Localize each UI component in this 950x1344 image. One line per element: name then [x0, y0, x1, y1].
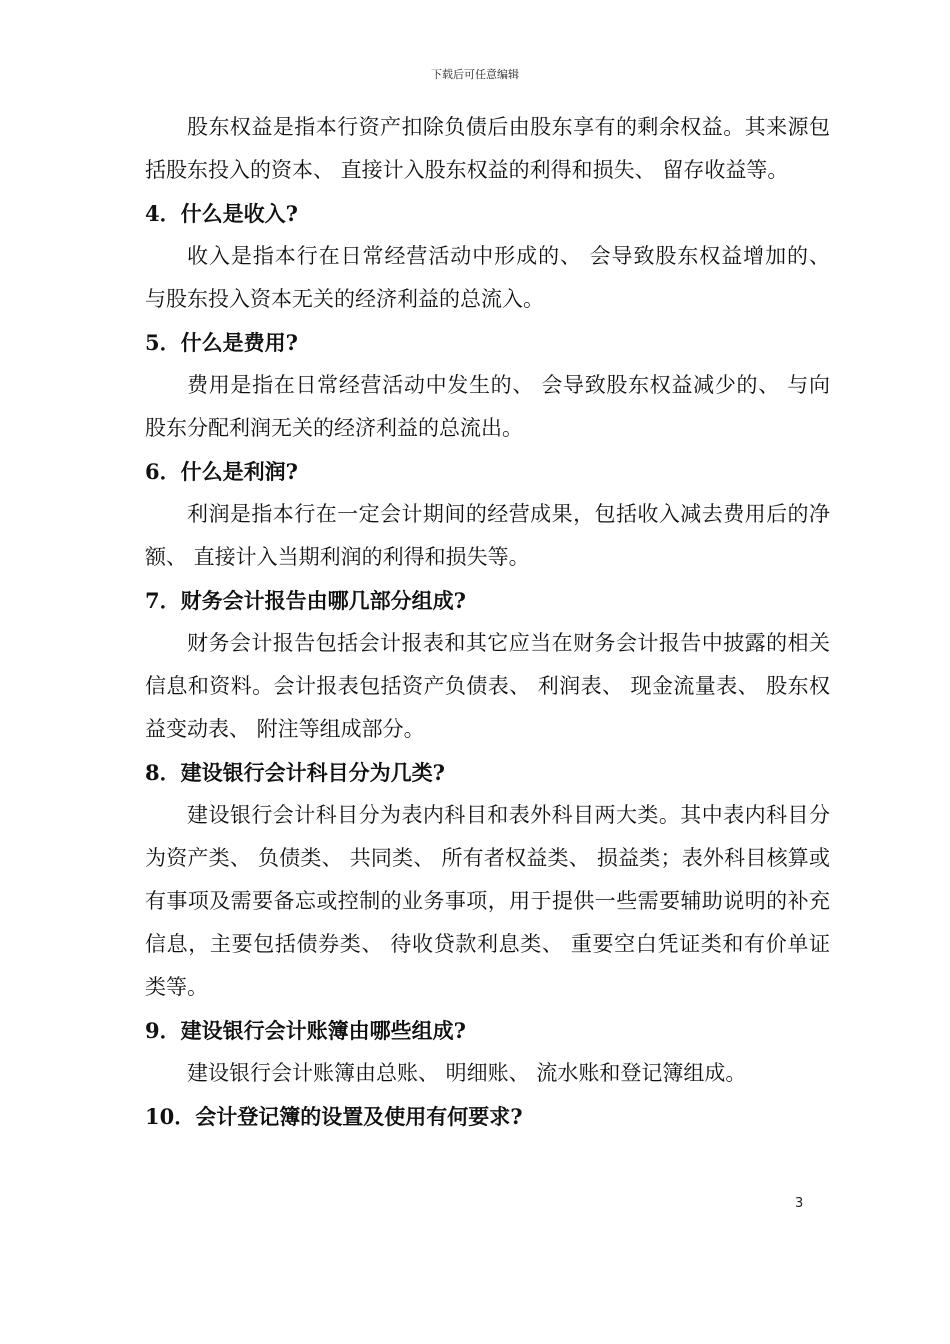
- page-number: 3: [795, 1196, 804, 1211]
- document-body: [145, 106, 830, 1138]
- heading-report-components: 7．财务会计报告由哪几部分组成?: [145, 588, 466, 613]
- heading-expense: 5．什么是费用?: [145, 330, 298, 355]
- heading-account-categories: 8．建设银行会计科目分为几类?: [145, 760, 445, 785]
- paragraph-account-categories: 建设银行会计科目分为表内科目和表外科目两大类。其中表内科目分为资产类、 负债类、 共同类、 所有者权益类、 损益类；表外科目核算或有事项及需要备忘或控制的业务事项，用于提供一些需要辅助说明的补充信息，主要包括债券类、 待收贷款利息类、 重要空白凭证类和有价单证类等。: [145, 803, 830, 999]
- paragraph-equity: 股东权益是指本行资产扣除负债后由股东享有的剩余权益。其来源包括股东投入的资本、 直接计入股东权益的利得和损失、 留存收益等。: [145, 115, 830, 182]
- paragraph-report-components: 财务会计报告包括会计报表和其它应当在财务会计报告中披露的相关信息和资料。会计报表包括资产负债表、 利润表、 现金流量表、 股东权益变动表、 附注等组成部分。: [145, 631, 830, 741]
- paragraph-income: 收入是指本行在日常经营活动中形成的、 会导致股东权益增加的、 与股东投入资本无关的经济利益的总流入。: [145, 244, 830, 311]
- heading-income: 4．什么是收入?: [145, 201, 298, 226]
- page-header: 下载后可任意编辑: [431, 68, 519, 81]
- paragraph-profit: 利润是指本行在一定会计期间的经营成果，包括收入减去费用后的净额、 直接计入当期利润的利得和损失等。: [145, 502, 830, 569]
- heading-profit: 6．什么是利润?: [145, 459, 298, 484]
- paragraph-ledgers: 建设银行会计账簿由总账、 明细账、 流水账和登记簿组成。: [187, 1061, 747, 1085]
- heading-ledgers: 9．建设银行会计账簿由哪些组成?: [145, 1018, 466, 1043]
- heading-register-requirements: 10．会计登记簿的设置及使用有何要求?: [145, 1104, 523, 1129]
- paragraph-expense: 费用是指在日常经营活动中发生的、 会导致股东权益减少的、 与向股东分配利润无关的经济利益的总流出。: [145, 373, 830, 440]
